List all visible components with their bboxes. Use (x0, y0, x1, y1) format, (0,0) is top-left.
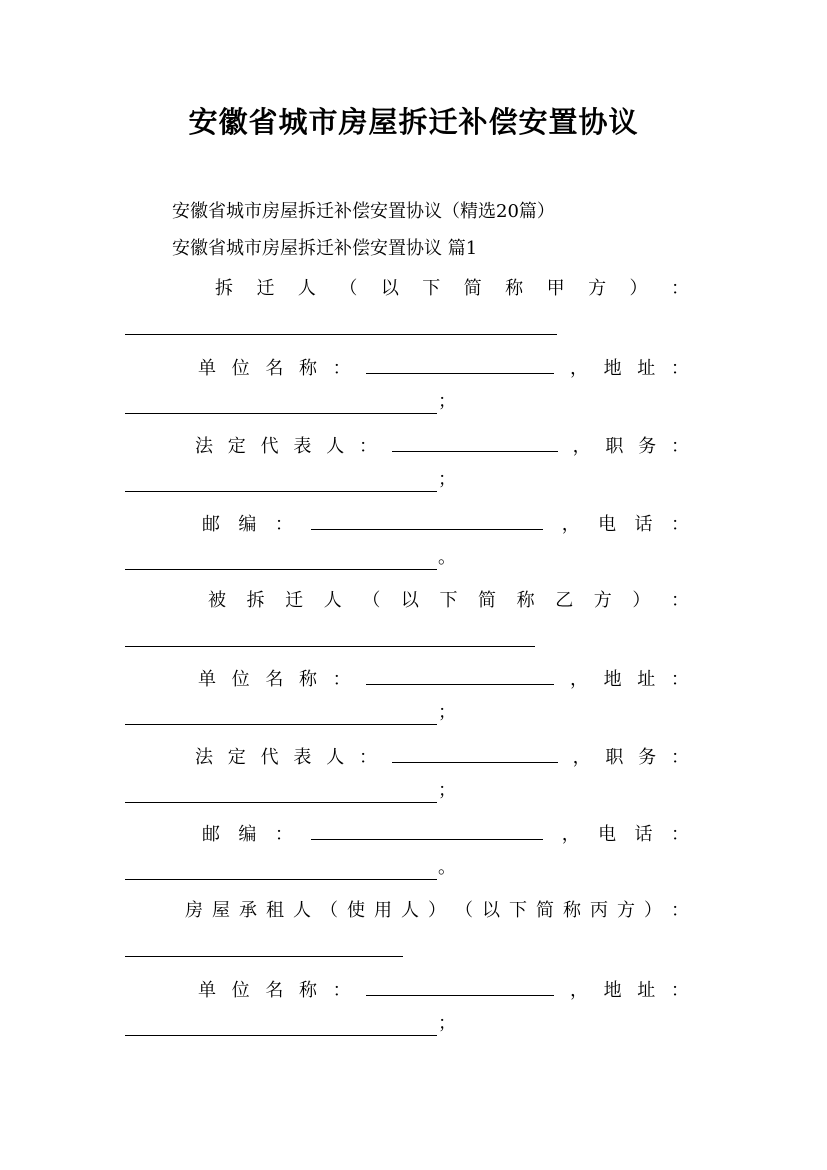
party-c-name-line (125, 934, 403, 957)
semicolon-mark: ； (438, 391, 456, 412)
unit-name-blank[interactable] (366, 666, 554, 685)
form-char: （ (362, 590, 381, 611)
form-char: 表 (293, 436, 312, 457)
form-char: 法 (195, 436, 213, 457)
form-char: 下 (422, 278, 441, 299)
form-char: ， (572, 436, 591, 457)
form-char: 拆 (215, 278, 233, 299)
form-char: 址 (637, 358, 656, 379)
form-char: 名 (265, 358, 284, 379)
form-char: 人 (293, 900, 311, 921)
form-char: 称 (516, 590, 535, 611)
form-char: 方 (593, 590, 612, 611)
form-char: 简 (536, 900, 554, 921)
form-char: 称 (298, 669, 317, 690)
legal-rep-blank[interactable] (392, 744, 558, 763)
party-b-phone-blank[interactable] (125, 857, 437, 880)
period-mark: 。 (438, 547, 456, 568)
unit-name-blank[interactable] (366, 977, 554, 996)
form-char: ： (332, 669, 351, 690)
form-char: 单 (198, 669, 216, 690)
form-char: ： (670, 514, 689, 535)
period-mark: 。 (438, 857, 456, 878)
form-char: 人 (297, 278, 316, 299)
form-char: 人 (401, 900, 419, 921)
form-char: 职 (605, 436, 624, 457)
form-char: 地 (603, 669, 622, 690)
party-c-heading (185, 899, 689, 923)
form-char: 简 (463, 278, 482, 299)
form-char: （ (320, 900, 338, 921)
party-b-position-blank[interactable] (125, 780, 437, 803)
form-char: ： (670, 747, 689, 768)
form-char: 房 (185, 900, 203, 921)
form-char: 邮 (202, 514, 220, 535)
form-char: 址 (637, 669, 656, 690)
party-c-address-blank[interactable] (125, 1013, 437, 1036)
form-char: 位 (231, 358, 250, 379)
form-char: ： (358, 747, 377, 768)
form-char: 职 (605, 747, 624, 768)
form-char: （ (339, 278, 358, 299)
form-char: （ (455, 900, 473, 921)
party-b-phone-line (125, 856, 456, 880)
party-b-name-line (125, 624, 535, 647)
form-char: 称 (563, 900, 581, 921)
form-char: ： (670, 824, 689, 845)
form-char: 名 (265, 669, 284, 690)
party-a-postcode-row (202, 511, 689, 537)
party-a-heading (215, 277, 689, 301)
party-a-unit-row (198, 355, 689, 381)
form-char: ： (670, 669, 689, 690)
form-char: ： (670, 590, 689, 611)
form-char: 人 (326, 436, 345, 457)
form-char: ， (569, 669, 588, 690)
form-char: 地 (603, 358, 622, 379)
form-char: 方 (588, 278, 607, 299)
form-char: ） (632, 590, 651, 611)
form-char: 单 (198, 358, 216, 379)
semicolon-mark: ； (438, 469, 456, 490)
form-char: 用 (374, 900, 392, 921)
form-char: ： (670, 436, 689, 457)
form-char: 人 (326, 747, 345, 768)
form-char: 甲 (546, 278, 565, 299)
form-char: 址 (637, 980, 656, 1001)
form-char: 位 (231, 980, 250, 1001)
party-a-phone-blank[interactable] (125, 547, 437, 570)
form-char: 编 (238, 514, 257, 535)
party-c-unit-row (198, 977, 689, 1003)
party-a-phone-line (125, 546, 456, 570)
form-char: 被 (208, 590, 226, 611)
form-char: 地 (603, 980, 622, 1001)
form-char: 以 (400, 590, 419, 611)
semicolon-mark: ； (438, 780, 456, 801)
form-char: 租 (266, 900, 284, 921)
form-char: 法 (195, 747, 213, 768)
form-char: 使 (347, 900, 365, 921)
legal-rep-blank[interactable] (392, 433, 558, 452)
postcode-blank[interactable] (311, 511, 543, 530)
form-char: 承 (239, 900, 257, 921)
party-b-unit-row (198, 666, 689, 692)
party-c-address-line (125, 1012, 456, 1036)
party-a-legal-rep-row (195, 433, 689, 459)
form-char: 以 (482, 900, 500, 921)
form-char: 表 (293, 747, 312, 768)
form-char: 邮 (202, 824, 220, 845)
party-b-postcode-row (202, 821, 689, 847)
form-char: 名 (265, 980, 284, 1001)
form-char: 位 (231, 669, 250, 690)
party-b-position-line (125, 779, 456, 803)
form-char: 电 (598, 514, 617, 535)
form-char: 代 (260, 747, 279, 768)
party-a-address-line (125, 390, 456, 414)
form-char: ， (569, 980, 588, 1001)
party-a-position-line (125, 468, 456, 492)
form-char: ） (629, 278, 648, 299)
form-char: 代 (260, 436, 279, 457)
form-char: ： (670, 358, 689, 379)
form-char: 简 (478, 590, 497, 611)
party-b-address-blank[interactable] (125, 702, 437, 725)
form-char: 方 (617, 900, 635, 921)
form-char: ： (274, 824, 293, 845)
form-char: 务 (638, 436, 657, 457)
form-char: 电 (598, 824, 617, 845)
party-a-name-line (125, 312, 557, 335)
form-char: ， (569, 358, 588, 379)
form-char: 下 (509, 900, 527, 921)
semicolon-mark: ； (438, 1013, 456, 1034)
form-char: ： (670, 278, 689, 299)
form-char: ： (358, 436, 377, 457)
subtitle-collection: 安徽省城市房屋拆迁补偿安置协议（精选20篇） (172, 201, 555, 222)
form-char: 乙 (555, 590, 574, 611)
form-char: 拆 (246, 590, 265, 611)
form-char: 编 (238, 824, 257, 845)
form-char: 定 (227, 747, 246, 768)
form-char: ） (428, 900, 446, 921)
form-char: 下 (439, 590, 458, 611)
form-char: ， (561, 514, 580, 535)
form-char: 称 (505, 278, 524, 299)
form-char: 迁 (256, 278, 275, 299)
form-char: ） (644, 900, 662, 921)
form-char: 称 (298, 358, 317, 379)
form-char: ， (572, 747, 591, 768)
party-c-name-blank[interactable] (125, 934, 403, 957)
form-char: 定 (227, 436, 246, 457)
party-b-address-line (125, 701, 456, 725)
semicolon-mark: ； (438, 702, 456, 723)
postcode-blank[interactable] (311, 821, 543, 840)
form-char: 迁 (285, 590, 304, 611)
document-title: 安徽省城市房屋拆迁补偿安置协议 (188, 105, 639, 139)
party-a-name-blank[interactable] (125, 312, 557, 335)
party-a-address-blank[interactable] (125, 391, 437, 414)
party-b-name-blank[interactable] (125, 624, 535, 647)
unit-name-blank[interactable] (366, 355, 554, 374)
form-char: 人 (323, 590, 342, 611)
form-char: 务 (638, 747, 657, 768)
form-char: ， (561, 824, 580, 845)
subtitle-article-1: 安徽省城市房屋拆迁补偿安置协议 篇1 (172, 238, 478, 259)
party-a-position-blank[interactable] (125, 469, 437, 492)
form-char: ： (332, 358, 351, 379)
form-char: ： (670, 980, 689, 1001)
form-char: 称 (298, 980, 317, 1001)
form-char: ： (274, 514, 293, 535)
party-b-legal-rep-row (195, 744, 689, 770)
form-char: 屋 (212, 900, 230, 921)
form-char: ： (671, 900, 689, 921)
form-char: ： (332, 980, 351, 1001)
party-b-heading (208, 589, 689, 613)
form-char: 丙 (590, 900, 608, 921)
form-char: 单 (198, 980, 216, 1001)
form-char: 话 (634, 824, 653, 845)
form-char: 以 (380, 278, 399, 299)
form-char: 话 (634, 514, 653, 535)
